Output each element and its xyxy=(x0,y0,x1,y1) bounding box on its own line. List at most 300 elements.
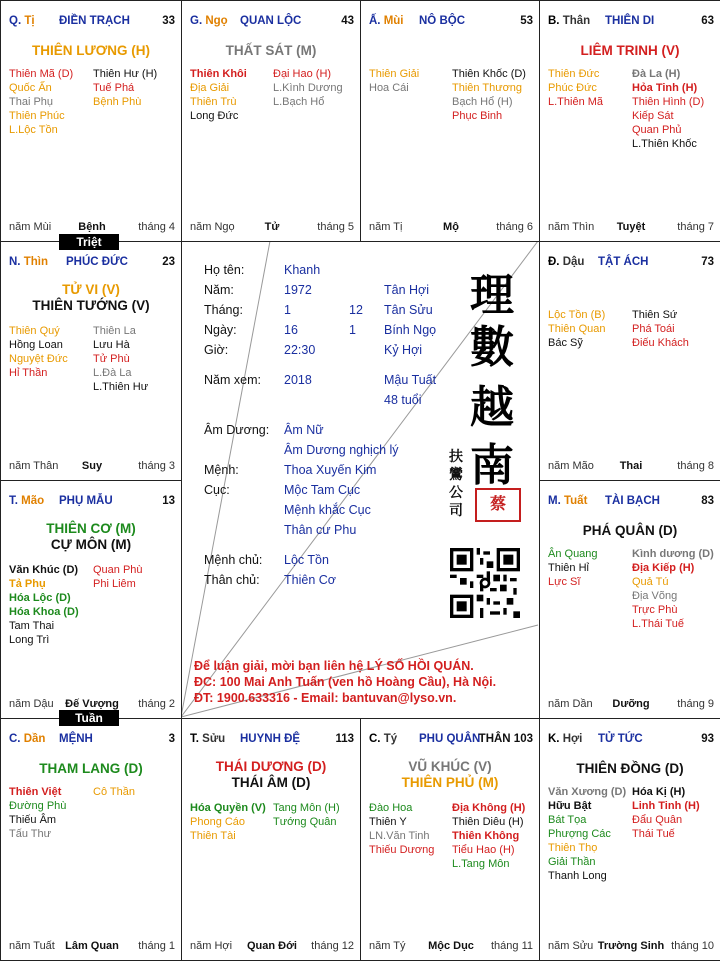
palace-life-stage: Suy xyxy=(81,460,103,472)
main-star: THAM LANG (D) xyxy=(39,761,143,776)
brand-char-2: 鸞 xyxy=(449,467,463,483)
palace-footer xyxy=(548,460,714,474)
palace-ngo[interactable] xyxy=(181,0,361,242)
palace-header xyxy=(548,15,714,29)
minor-star: Hỉ Thần xyxy=(9,367,48,379)
palace-tuat[interactable] xyxy=(539,480,720,719)
minor-star: Tử Phù xyxy=(93,353,130,365)
palace-stem-letter: M. xyxy=(548,495,561,507)
palace-stem-letter: C. xyxy=(9,733,21,745)
main-star: TỬ VI (V) xyxy=(62,282,120,297)
minor-star: Đà La (H) xyxy=(632,68,681,80)
minor-star: L.Thiên Mã xyxy=(548,96,604,108)
palace-number: THÂN 103 xyxy=(478,733,533,745)
label-name: Họ tên: xyxy=(204,263,245,277)
main-stars xyxy=(182,43,360,59)
stars-left xyxy=(369,67,419,95)
palace-footer xyxy=(9,221,175,235)
main-stars xyxy=(540,43,720,59)
palace-stem xyxy=(9,256,48,268)
calligraphy-char-2: 數 xyxy=(470,322,514,373)
palace-stem xyxy=(548,15,590,27)
label-year: Năm: xyxy=(204,283,234,297)
palace-year: năm Mão xyxy=(548,460,594,472)
palace-stem-letter: K. xyxy=(548,733,560,745)
minor-star: Thiên Khôi xyxy=(190,68,247,80)
minor-star: Kình dương (D) xyxy=(632,548,714,560)
minor-star: Hỏa Tinh (H) xyxy=(632,82,698,94)
palace-header xyxy=(9,256,175,270)
palace-footer xyxy=(9,460,175,474)
palace-number: 13 xyxy=(162,495,175,507)
palace-ty[interactable] xyxy=(360,718,540,961)
palace-footer xyxy=(369,940,533,954)
palace-header xyxy=(190,15,354,29)
palace-number: 33 xyxy=(162,15,175,27)
palace-branch: Sửu xyxy=(202,733,226,745)
stars-left xyxy=(190,67,247,123)
main-star: PHÁ QUÂN (D) xyxy=(582,523,678,538)
palace-stem xyxy=(548,495,587,507)
stars-left xyxy=(9,563,79,647)
palace-life-stage: Tuyệt xyxy=(616,221,646,233)
palace-number: 113 xyxy=(335,733,354,745)
value-month-2: 12 xyxy=(349,303,363,317)
palace-branch: Tuất xyxy=(563,495,588,507)
minor-star: Thiên Quý xyxy=(9,325,60,337)
label-than-chu: Thân chủ: xyxy=(204,573,260,587)
minor-star: Quan Phù xyxy=(93,564,143,576)
minor-star: Lộc Tồn (B) xyxy=(548,309,606,321)
minor-star: Thiếu Dương xyxy=(369,844,435,856)
palace-month: tháng 12 xyxy=(311,940,354,952)
palace-year: năm Hợi xyxy=(190,940,233,952)
minor-star: Đại Hao (H) xyxy=(273,68,332,80)
palace-stem xyxy=(9,15,35,27)
main-star: CỰ MÔN (M) xyxy=(50,537,132,552)
minor-star: L.Lộc Tồn xyxy=(9,124,58,136)
value-name: Khanh xyxy=(284,263,321,277)
palace-header xyxy=(9,495,175,509)
palace-name: ĐIỀN TRẠCH xyxy=(59,15,130,27)
brand-char-4: 司 xyxy=(449,503,463,519)
palace-year: năm Ngọ xyxy=(190,221,235,233)
value-cuc: Mộc Tam Cục xyxy=(284,483,361,497)
minor-star: Văn Xương (D) xyxy=(548,786,627,798)
palace-stem-letter: G. xyxy=(190,15,203,27)
palace-stem xyxy=(9,733,45,745)
main-stars xyxy=(1,43,181,59)
palace-header xyxy=(548,256,714,270)
palace-dau[interactable] xyxy=(539,241,720,481)
palace-number: 43 xyxy=(341,15,354,27)
value-than-cu: Thân cư Phu xyxy=(284,523,357,537)
palace-stem-letter: Q. xyxy=(9,15,22,27)
palace-life-stage: Mộc Dục xyxy=(428,940,474,952)
palace-thin[interactable] xyxy=(0,241,182,481)
minor-star: Đào Hoa xyxy=(369,802,413,814)
palace-than[interactable] xyxy=(539,0,720,242)
stars-right xyxy=(93,563,143,591)
palace-name: PHỤ MẪU xyxy=(59,495,113,507)
main-star: THIÊN CƠ (M) xyxy=(46,521,136,536)
palace-name: TỬ TỨC xyxy=(598,733,643,745)
label-view-year: Năm xem: xyxy=(204,373,261,387)
palace-footer xyxy=(369,221,533,235)
palace-number: 23 xyxy=(162,256,175,268)
palace-stem-letter: Đ. xyxy=(548,256,560,268)
minor-star: Tang Môn (H) xyxy=(273,802,340,814)
main-stars xyxy=(1,761,181,777)
palace-stem-letter: B. xyxy=(548,15,560,27)
value-hour-can: Kỷ Hợi xyxy=(384,343,423,357)
palace-footer xyxy=(548,940,714,954)
palace-header xyxy=(9,733,175,747)
palace-number: 53 xyxy=(520,15,533,27)
main-stars xyxy=(1,521,181,553)
minor-star: Thiên Thọ xyxy=(548,842,598,854)
palace-year: năm Thìn xyxy=(548,221,595,233)
label-hour: Giờ: xyxy=(204,343,229,357)
palace-header xyxy=(369,733,533,747)
palace-branch: Thân xyxy=(562,15,591,27)
stars-right xyxy=(632,547,714,631)
minor-star: Thiên Phúc xyxy=(9,110,65,122)
palace-year: năm Sửu xyxy=(548,940,594,952)
palace-year: năm Tị xyxy=(369,221,403,233)
palace-branch: Mão xyxy=(21,495,45,507)
minor-star: Thiên Y xyxy=(369,816,407,828)
palace-header xyxy=(190,733,354,747)
minor-star: Thái Tuế xyxy=(632,828,675,840)
triet-tag: Triệt xyxy=(59,234,119,250)
label-menh-chu: Mệnh chủ: xyxy=(204,553,263,567)
main-stars xyxy=(540,761,720,777)
value-year-can: Tân Hợi xyxy=(384,283,430,297)
palace-name: THIÊN DI xyxy=(605,15,655,27)
minor-star: Linh Tinh (H) xyxy=(632,800,700,812)
minor-star: Tả Phụ xyxy=(9,578,46,590)
palace-stem xyxy=(369,15,404,27)
brand-char-1: 扶 xyxy=(449,449,463,465)
main-star: THIÊN PHỦ (M) xyxy=(401,775,499,790)
palace-mao[interactable] xyxy=(0,480,182,719)
palace-footer xyxy=(190,940,354,954)
palace-branch: Dậu xyxy=(562,256,585,268)
minor-star: Thiên Đức xyxy=(548,68,600,80)
minor-star: Thiên Thương xyxy=(452,82,523,94)
calligraphy-char-3: 越 xyxy=(470,382,514,433)
minor-star: Bạch Hổ (H) xyxy=(452,96,513,108)
stars-left xyxy=(9,67,73,137)
minor-star: Hóa Quyền (V) xyxy=(190,802,266,814)
minor-star: Thiên Hỉ xyxy=(548,562,589,574)
palace-name: HUYNH ĐỆ xyxy=(240,733,301,745)
minor-star: Quốc Ấn xyxy=(9,82,52,94)
minor-star: L.Tang Môn xyxy=(452,858,510,870)
palace-year: năm Thân xyxy=(9,460,59,472)
minor-star: Lực Sĩ xyxy=(548,576,581,588)
minor-star: Địa Giải xyxy=(190,82,230,94)
minor-star: Thiên Việt xyxy=(9,786,62,798)
value-day-2: 1 xyxy=(349,323,356,337)
minor-star: L.Kình Dương xyxy=(273,82,343,94)
palace-name: QUAN LỘC xyxy=(240,15,302,27)
stars-right xyxy=(452,67,526,123)
palace-name: PHU QUÂN xyxy=(419,733,481,745)
minor-star: Cô Thần xyxy=(93,786,135,798)
minor-star: Địa Kiếp (H) xyxy=(632,562,695,574)
minor-star: Địa Không (H) xyxy=(452,802,526,814)
palace-branch: Hợi xyxy=(562,733,583,745)
minor-star: Trực Phù xyxy=(632,604,678,616)
palace-year: năm Tý xyxy=(369,940,406,952)
stars-left xyxy=(369,801,434,857)
minor-star: Bác Sỹ xyxy=(548,337,583,349)
palace-number: 83 xyxy=(701,495,714,507)
minor-star: Giải Thần xyxy=(548,856,596,868)
tuan-tag: Tuần xyxy=(59,710,119,726)
main-star: THÁI ÂM (D) xyxy=(231,775,311,790)
minor-star: L.Thiên Hư xyxy=(93,381,149,393)
value-age: 48 tuổi xyxy=(384,393,422,407)
stars-left xyxy=(548,67,603,109)
value-than-chu: Thiên Cơ xyxy=(284,573,336,587)
palace-mui[interactable] xyxy=(360,0,540,242)
label-day: Ngày: xyxy=(204,323,237,337)
minor-star: L.Đà La xyxy=(93,367,132,379)
stars-left xyxy=(9,324,68,380)
palace-life-stage: Dưỡng xyxy=(612,698,650,710)
value-view-can: Mậu Tuất xyxy=(384,373,437,387)
minor-star: Thanh Long xyxy=(548,870,607,882)
palace-branch: Dần xyxy=(23,733,46,745)
stars-right xyxy=(93,785,135,799)
minor-star: Ân Quang xyxy=(548,548,598,560)
label-month: Tháng: xyxy=(204,303,243,317)
minor-star: Quan Phủ xyxy=(632,124,682,136)
palace-ti[interactable] xyxy=(0,0,182,242)
palace-name: TẬT ÁCH xyxy=(598,256,649,268)
palace-month: tháng 7 xyxy=(677,221,714,233)
main-stars xyxy=(540,523,720,539)
palace-stem-letter: T. xyxy=(190,733,199,745)
minor-star: L.Thiên Khốc xyxy=(632,138,697,150)
minor-star: Thiên Không xyxy=(452,830,520,842)
minor-star: L.Bạch Hổ xyxy=(273,96,325,108)
stars-right xyxy=(273,67,343,109)
minor-star: Kiếp Sát xyxy=(632,110,674,122)
minor-star: Thai Phụ xyxy=(9,96,54,108)
palace-branch: Tị xyxy=(24,15,35,27)
palace-name: MỆNH xyxy=(59,733,93,745)
value-hour: 22:30 xyxy=(284,343,316,357)
main-star: THIÊN TƯỚNG (V) xyxy=(32,298,150,313)
minor-star: Thiên La xyxy=(93,325,136,337)
palace-header xyxy=(9,15,175,29)
minor-star: Phúc Đức xyxy=(548,82,597,94)
palace-life-stage: Quan Đới xyxy=(247,940,297,952)
minor-star: Tiểu Hao (H) xyxy=(452,844,515,856)
stars-right xyxy=(632,308,689,350)
palace-year: năm Dậu xyxy=(9,698,54,710)
minor-star: Tướng Quân xyxy=(273,816,337,828)
stars-left xyxy=(9,785,66,841)
palace-life-stage: Tử xyxy=(264,221,280,233)
main-star: LIÊM TRINH (V) xyxy=(580,43,680,58)
palace-stem-letter: Ấ. xyxy=(369,15,381,27)
minor-star: Phi Liêm xyxy=(93,578,136,590)
palace-branch: Mùi xyxy=(383,15,404,27)
stars-left xyxy=(190,801,266,843)
minor-star: Long Trì xyxy=(9,634,50,646)
minor-star: Thiên Tài xyxy=(190,830,236,842)
contact-line-3[interactable]: ĐT: 1900.633316 - Email: bantuvan@lyso.vn. xyxy=(194,691,457,705)
calligraphy-char-1: 理 xyxy=(470,270,514,321)
label-menh: Mệnh: xyxy=(204,463,239,477)
palace-stem xyxy=(190,733,225,745)
minor-star: Đẩu Quân xyxy=(632,814,683,826)
palace-suu[interactable] xyxy=(181,718,361,961)
brand-char-3: 公 xyxy=(449,485,463,501)
minor-star: Long Đức xyxy=(190,110,239,122)
label-cuc: Cục: xyxy=(204,483,230,497)
palace-stem xyxy=(369,733,397,745)
palace-month: tháng 8 xyxy=(677,460,714,472)
stars-right xyxy=(273,801,340,829)
palace-month: tháng 3 xyxy=(138,460,175,472)
minor-star: Phục Binh xyxy=(452,110,503,122)
contact-line-2: ĐC: 100 Mai Anh Tuấn (ven hồ Hoàng Cầu), Hà Nội. xyxy=(194,675,497,689)
minor-star: Đường Phù xyxy=(9,800,67,812)
minor-star: Phong Cáo xyxy=(190,816,246,828)
stars-left xyxy=(548,308,605,350)
qr-code-icon[interactable] xyxy=(450,548,520,618)
palace-month: tháng 6 xyxy=(496,221,533,233)
palace-number: 73 xyxy=(701,256,714,268)
stars-right xyxy=(632,67,704,151)
value-cuc-2: Mệnh khắc Cục xyxy=(284,503,371,517)
palace-life-stage: Mộ xyxy=(443,221,459,233)
palace-month: tháng 4 xyxy=(138,221,175,233)
palace-header xyxy=(548,495,714,509)
minor-star: Bát Tọa xyxy=(548,814,587,826)
value-view-year: 2018 xyxy=(284,373,312,387)
palace-name: PHÚC ĐỨC xyxy=(66,256,128,268)
palace-month: tháng 11 xyxy=(490,940,533,952)
palace-life-stage: Trường Sinh xyxy=(597,940,665,952)
palace-footer xyxy=(548,698,714,712)
palace-stem-letter: C. xyxy=(369,733,381,745)
main-stars xyxy=(1,282,181,314)
main-star: THIÊN ĐỒNG (D) xyxy=(576,761,684,776)
minor-star: Phượng Các xyxy=(548,828,611,840)
stars-right xyxy=(452,801,525,871)
value-menh-chu: Lộc Tồn xyxy=(284,553,329,567)
minor-star: Thiên Giải xyxy=(369,68,420,80)
palace-footer xyxy=(548,221,714,235)
red-seal-stamp: 蔡 xyxy=(475,488,521,522)
main-star: THẤT SÁT (M) xyxy=(225,43,317,58)
value-month-can: Tân Sửu xyxy=(384,303,433,317)
minor-star: Bệnh Phù xyxy=(93,96,142,108)
stars-left xyxy=(548,785,626,883)
stars-right xyxy=(93,324,148,394)
palace-month: tháng 5 xyxy=(317,221,354,233)
main-star: THIÊN LƯƠNG (H) xyxy=(32,43,150,58)
palace-month: tháng 9 xyxy=(677,698,714,710)
minor-star: Phá Toái xyxy=(632,323,675,335)
stars-left xyxy=(548,547,598,589)
minor-star: Tuế Phá xyxy=(93,82,135,94)
minor-star: Thiên Quan xyxy=(548,323,606,335)
palace-number: 3 xyxy=(168,733,175,745)
palace-year: năm Dần xyxy=(548,698,593,710)
minor-star: Địa Võng xyxy=(632,590,678,602)
palace-stem-letter: N. xyxy=(9,256,21,268)
minor-star: LN.Văn Tinh xyxy=(369,830,430,842)
minor-star: Thiếu Âm xyxy=(9,814,57,826)
label-amduong: Âm Dương: xyxy=(204,423,270,437)
minor-star: L.Thái Tuế xyxy=(632,618,684,630)
palace-number: 63 xyxy=(701,15,714,27)
value-menh: Thoa Xuyến Kim xyxy=(284,463,377,477)
minor-star: Thiên Hư (H) xyxy=(93,68,158,80)
value-day-can: Bính Ngọ xyxy=(384,323,437,337)
palace-month: tháng 1 xyxy=(138,940,175,952)
value-amduong: Âm Nữ xyxy=(284,423,324,437)
palace-year: năm Tuất xyxy=(9,940,55,952)
palace-life-stage: Đế Vượng xyxy=(65,698,119,710)
stars-right xyxy=(93,67,157,109)
palace-stem-letter: T. xyxy=(9,495,18,507)
palace-name: TÀI BẠCH xyxy=(605,495,660,507)
palace-year: năm Mùi xyxy=(9,221,52,233)
palace-hoi[interactable] xyxy=(539,718,720,961)
main-stars xyxy=(361,759,539,791)
minor-star: Hoa Cái xyxy=(369,82,409,94)
minor-star: Thiên Khốc (D) xyxy=(452,68,526,80)
palace-month: tháng 2 xyxy=(138,698,175,710)
minor-star: Thiên Diêu (H) xyxy=(452,816,524,828)
minor-star: Hóa Lộc (D) xyxy=(9,592,71,604)
stars-right xyxy=(632,785,700,841)
palace-number: 93 xyxy=(701,733,714,745)
palace-stem xyxy=(9,495,44,507)
palace-header xyxy=(548,733,714,747)
calligraphy-char-4: 南 xyxy=(470,440,514,491)
palace-stem xyxy=(548,733,582,745)
minor-star: Thiên Trù xyxy=(190,96,237,108)
main-star: THÁI DƯƠNG (D) xyxy=(215,759,327,774)
main-stars xyxy=(182,759,360,791)
palace-footer xyxy=(9,940,175,954)
palace-month: tháng 10 xyxy=(671,940,714,952)
minor-star: Thiên Hình (D) xyxy=(632,96,705,108)
palace-branch: Tý xyxy=(383,733,398,745)
palace-footer xyxy=(190,221,354,235)
minor-star: Nguyệt Đức xyxy=(9,353,68,365)
palace-stem xyxy=(190,15,228,27)
minor-star: Hóa Kị (H) xyxy=(632,786,686,798)
value-year: 1972 xyxy=(284,283,312,297)
palace-life-stage: Bệnh xyxy=(78,221,106,233)
minor-star: Hồng Loan xyxy=(9,339,63,351)
value-day: 16 xyxy=(284,323,298,337)
minor-star: Quả Tú xyxy=(632,576,669,588)
palace-dan[interactable] xyxy=(0,718,182,961)
main-star: VŨ KHÚC (V) xyxy=(408,759,492,774)
